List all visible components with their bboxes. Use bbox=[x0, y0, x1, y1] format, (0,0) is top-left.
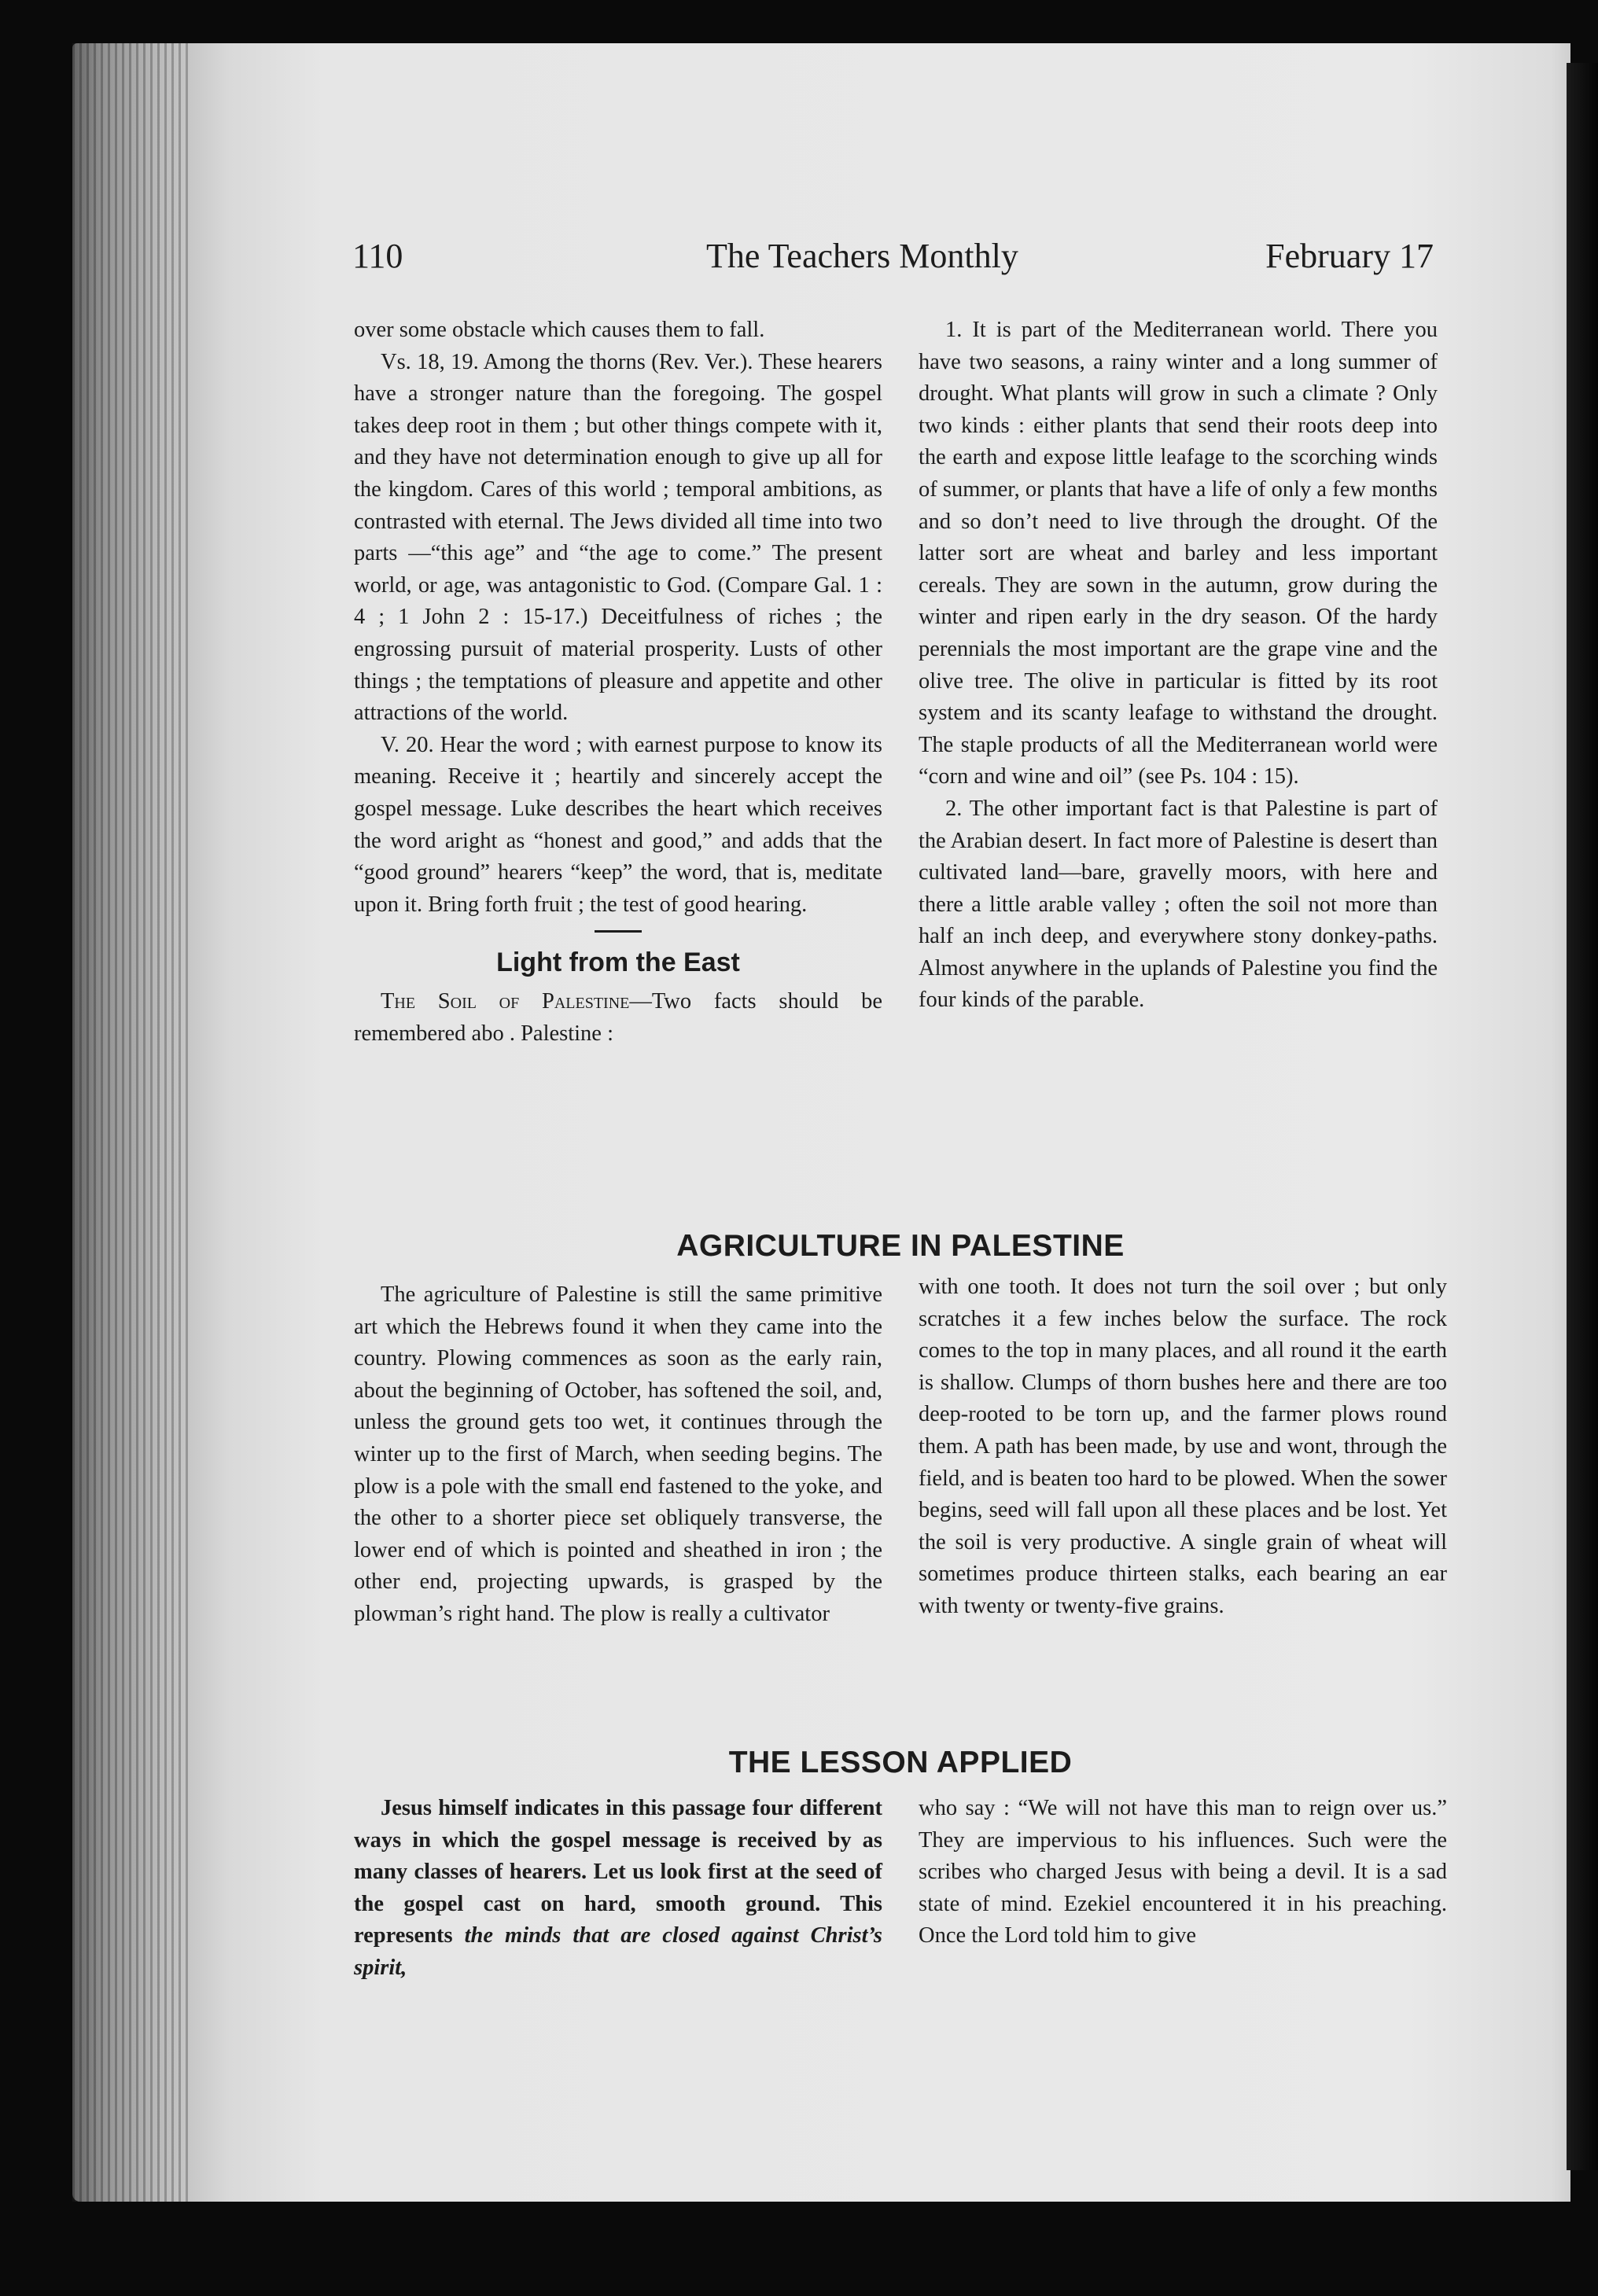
paragraph bbox=[354, 986, 882, 1050]
paragraph: over some obstacle which causes them to fall. bbox=[354, 318, 765, 342]
agriculture-right-column bbox=[919, 1271, 1447, 1623]
agriculture-left-column bbox=[354, 1279, 882, 1631]
paragraph: 2. The other important fact is that Palestine is part of the Arabian desert. In fact more of Palestine is desert than cultivated land—bare, gravelly moors, with here and there a little arable valley ; often the soil not more than half an inch deep, and everywhere stony donkey-paths. Almost anywhere in the uplands of Palestine you find the four kinds of the parable. bbox=[919, 796, 1438, 1013]
running-header bbox=[352, 236, 1434, 283]
paragraph: with one tooth. It does not turn the soil over ; but only scratches it a few inches below the surface. The rock comes to the top in many places, and all round it the earth is shallow. Clumps of thorn bushes here and there are too deep-rooted to be torn up, and the farmer plows round them. A path has been made, by use and wont, through the field, and is beaten too hard to be plowed. When the sower begins, seed will fall upon all these places and be lost. Yet the soil is very productive. A single grain of wheat will sometimes produce thirteen stalks, each bearing an ear with twenty or twenty-five grains. bbox=[919, 1275, 1447, 1618]
run-in-heading: The Soil of Palestine bbox=[381, 989, 630, 1014]
paragraph bbox=[354, 1793, 882, 1985]
page-number: 110 bbox=[352, 237, 403, 275]
page-edges bbox=[72, 43, 190, 2202]
divider bbox=[595, 930, 642, 933]
paragraph: who say : “We will not have this man to reign over us.” They are impervious to his influences. Such were the scribes who charged Jesus with being a devil. It is a sad state of mind. Ezekiel encountered it in his preaching. Once the Lord told him to give bbox=[919, 1796, 1447, 1948]
journal-title: The Teachers Monthly bbox=[706, 237, 1018, 275]
lesson-left-column bbox=[354, 1793, 882, 1985]
paragraph-text: Jesus himself indicates in this passage four different ways in which the gospel message is received by as many classes of hearers. Let us look first at the seed of the gospel cast on hard, smooth ground. This represents bbox=[354, 1796, 882, 1948]
issue-date: February 17 bbox=[1265, 237, 1434, 275]
paragraph: 1. It is part of the Mediterranean world. There you have two seasons, a rainy winter and a long summer of drought. What plants will grow in such a climate ? Only two kinds : either plants that send their roots deep into the earth and expose little leafage to the scorching winds of summer, or plants that have a life of only a few months and so don’t need to live through the drought. Of the latter sort are wheat and barley and less important cereals. They are sown in the autumn, grow during the winter and ripen early in the dry season. Of the hardy perennials the most important are the grape vine and the olive tree. The olive in particular is fitted by its root system and its scanty leafage to withstand the drought. The staple products of all the Mediterranean world were “corn and wine and oil” (see Ps. 104 : 15). bbox=[919, 318, 1438, 789]
lesson-right-column bbox=[919, 1793, 1447, 1952]
upper-left-column bbox=[354, 315, 882, 1050]
section-heading: AGRICULTURE IN PALESTINE bbox=[676, 1229, 1125, 1263]
paragraph: V. 20. Hear the word ; with earnest purpose to know its meaning. Receive it ; heartily and sincerely accept the gospel message. Luke describes the heart which receives the word aright as “honest and good,” and adds that the “good ground” hearers “keep” the word, that is, meditate upon it. Bring forth fruit ; the test of good hearing. bbox=[354, 732, 882, 917]
paragraph-text: —Two facts should be remembered abo . Palestine : bbox=[354, 989, 882, 1046]
binding-edge bbox=[1567, 63, 1598, 2170]
section-heading: THE LESSON APPLIED bbox=[728, 1746, 1073, 1779]
upper-right-column bbox=[919, 315, 1438, 1017]
paragraph: Vs. 18, 19. Among the thorns (Rev. Ver.). These hearers have a stronger nature than the foregoing. The gospel takes deep root in them ; but other things compete with it, and they have not determination enough to give up all for the kingdom. Cares of this world ; temporal ambitions, as contrasted with eternal. The Jews divided all time into two parts —“this age” and “the age to come.” The present world, or age, was antagonistic to God. (Compare Gal. 1 : 4 ; 1 John 2 : 15-17.) Deceitfulness of riches ; the engrossing pursuit of material prosperity. Lusts of other things ; the temptations of pleasure and appetite and other attractions of the world. bbox=[354, 349, 882, 726]
paragraph: The agriculture of Palestine is still the same primitive art which the Hebrews found it when they came into the country. Plowing commences as soon as the early rain, about the beginning of October, has softened the soil, and, unless the ground gets too wet, it continues through the winter up to the first of March, when seeding begins. The plow is a pole with the small end fastened to the yoke, and the other to a shorter piece set obliquely transverse, the lower end of which is pointed and sheathed in iron ; the other end, projecting upwards, is grasped by the plowman’s right hand. The plow is really a cultivator bbox=[354, 1282, 882, 1626]
emphasis: the minds that are closed against Christ’s spirit, bbox=[354, 1923, 882, 1980]
section-subheading: Light from the East bbox=[496, 947, 740, 978]
